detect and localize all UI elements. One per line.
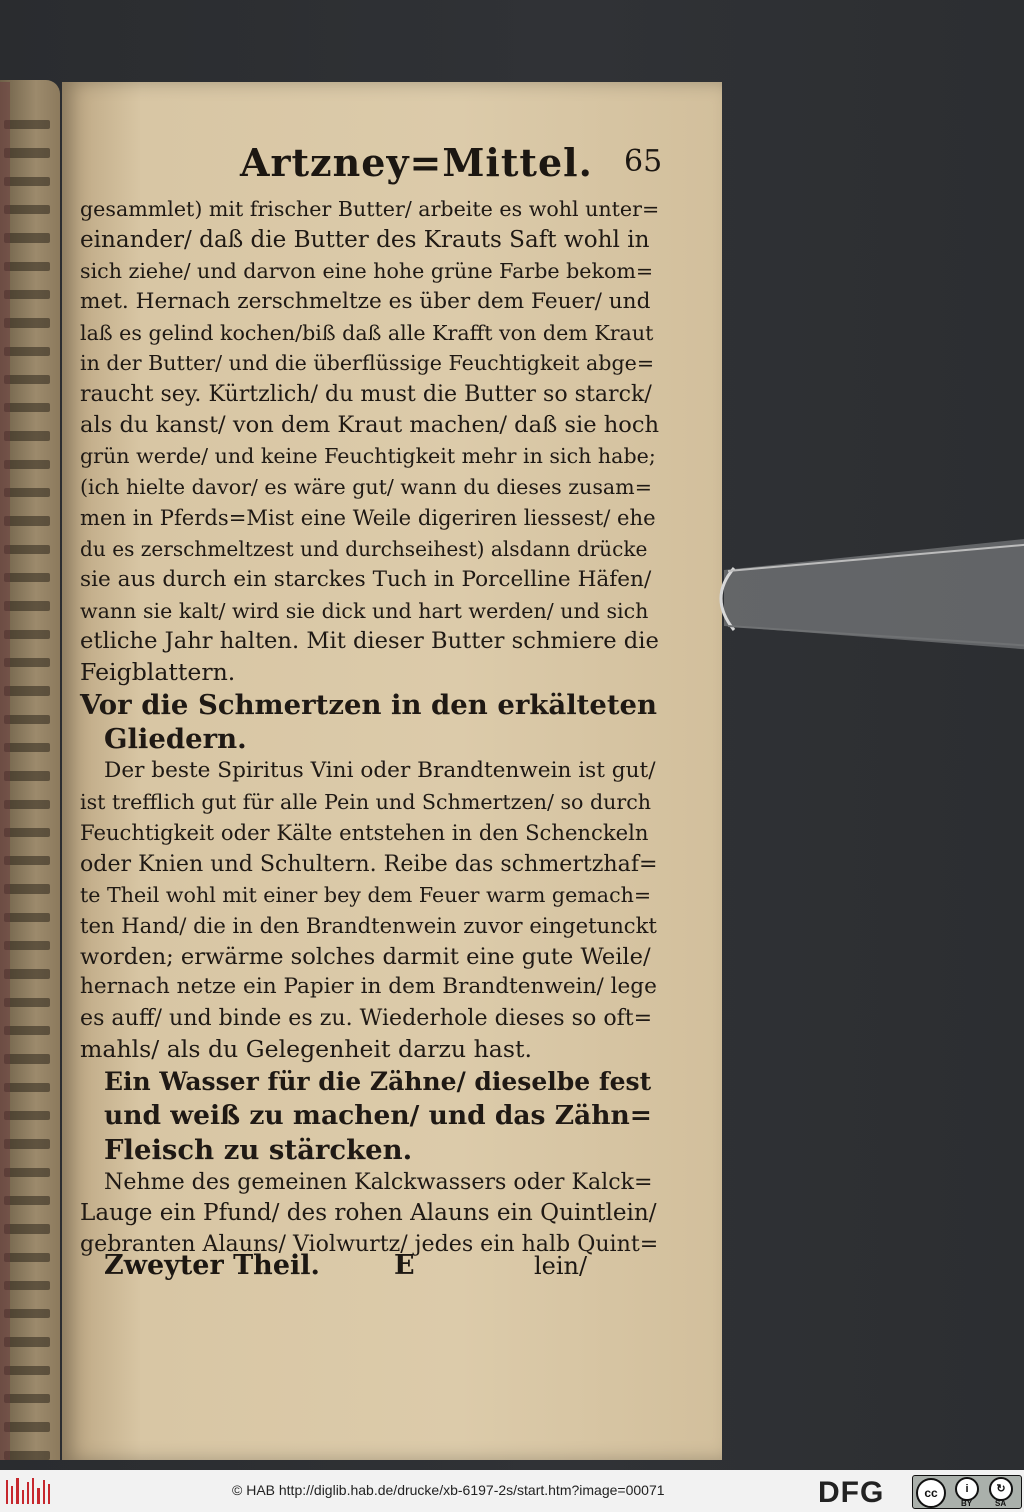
text-line: men in Pferds=Mist eine Weile digeriren liessest/ ehe [80,504,656,530]
text-line: worden; erwärme solches darmit eine gute Weile/ [80,943,651,970]
text-line: hernach netze ein Papier in dem Brandtenwein/ lege [80,974,657,1000]
text-line: sie aus durch ein starckes Tuch in Porcelline Häfen/ [80,566,652,592]
cc-icon: cc [916,1478,946,1508]
by-icon: i [955,1477,979,1501]
section-heading: und weiß zu machen/ und das Zähn= [104,1100,652,1132]
book-page [62,82,722,1460]
catchword: lein/ [534,1252,588,1280]
page-clip-icon [704,538,1024,650]
page-number: 65 [624,144,663,179]
section-heading: Vor die Schmertzen in den erkälteten [80,689,658,722]
text-line: Feigblattern. [80,658,236,687]
sa-icon: ↻ [989,1477,1013,1501]
copyright-link[interactable]: © HAB http://diglib.hab.de/drucke/xb-6197-2s/start.htm?image=00071 [232,1482,665,1498]
cc-license-badge[interactable] [912,1475,1022,1509]
text-line: laß es gelind kochen/biß daß alle Krafft von dem Kraut [80,320,654,345]
text-line: ten Hand/ die in den Brandtenwein zuvor eingetunckt [80,912,657,938]
text-line: Der beste Spiritus Vini oder Brandtenwein ist gut/ [104,758,656,784]
text-line: es auff/ und binde es zu. Wiederhole dieses so oft= [80,1005,653,1032]
viewer-footer-bar [0,1470,1024,1512]
signature-title: Zweyter Theil. [104,1250,320,1281]
text-line: sich ziehe/ und darvon eine hohe grüne Farbe bekom= [80,258,654,283]
text-line: Nehme des gemeinen Kalckwassers oder Kalck= [104,1169,653,1196]
by-label: BY [961,1499,973,1508]
text-line: wann sie kalt/ wird sie dick und hart werden/ und sich [80,598,649,623]
section-heading: Gliedern. [104,723,247,756]
running-title: Artzney=Mittel. [240,140,593,185]
text-line: te Theil wohl mit einer bey dem Feuer warm gemach= [80,882,652,907]
signature-mark: E [394,1250,415,1281]
hab-logo-icon [6,1478,50,1504]
text-line: met. Hernach zerschmeltze es über dem Feuer/ und [80,288,651,314]
text-line: etliche Jahr halten. Mit dieser Butter schmiere die [80,628,659,655]
text-line: Lauge ein Pfund/ des rohen Alauns ein Quintlein/ [80,1200,657,1227]
text-line: einander/ daß die Butter des Krauts Saft wohl in [80,226,650,253]
text-line: Feuchtigkeit oder Kälte entstehen in den Schenckeln [80,820,649,846]
text-line: gebranten Alauns/ Violwurtz/ jedes ein halb Quint= [80,1230,659,1257]
text-line: als du kanst/ von dem Kraut machen/ daß sie hoch [80,412,660,439]
section-heading: Ein Wasser für die Zähne/ dieselbe fest [104,1067,652,1097]
page-body-text [80,194,660,1260]
text-line: in der Butter/ und die überflüssige Feuchtigkeit abge= [80,351,655,376]
text-line: du es zerschmeltzest und durchseihest) alsdann drücke [80,536,648,561]
page-header [62,140,722,192]
text-line: raucht sey. Kürtzlich/ du must die Butter so starck/ [80,381,652,408]
text-line: oder Knien und Schultern. Reibe das schmertzhaf= [80,850,658,877]
text-line: gesammlet) mit frischer Butter/ arbeite es wohl unter= [80,197,660,221]
text-line: ist trefflich gut für alle Pein und Schmertzen/ so durch [80,790,652,815]
section-heading: Fleisch zu stärcken. [104,1134,413,1167]
page-footer [104,1250,664,1288]
book-spine [0,82,10,1460]
text-line: (ich hielte davor/ es wäre gut/ wann du dieses zusam= [80,475,652,500]
text-line: mahls/ als du Gelegenheit darzu hast. [80,1035,532,1064]
text-line: grün werde/ und keine Feuchtigkeit mehr in sich habe; [80,444,656,469]
sa-label: SA [995,1499,1007,1508]
dfg-logo: DFG [818,1476,885,1509]
